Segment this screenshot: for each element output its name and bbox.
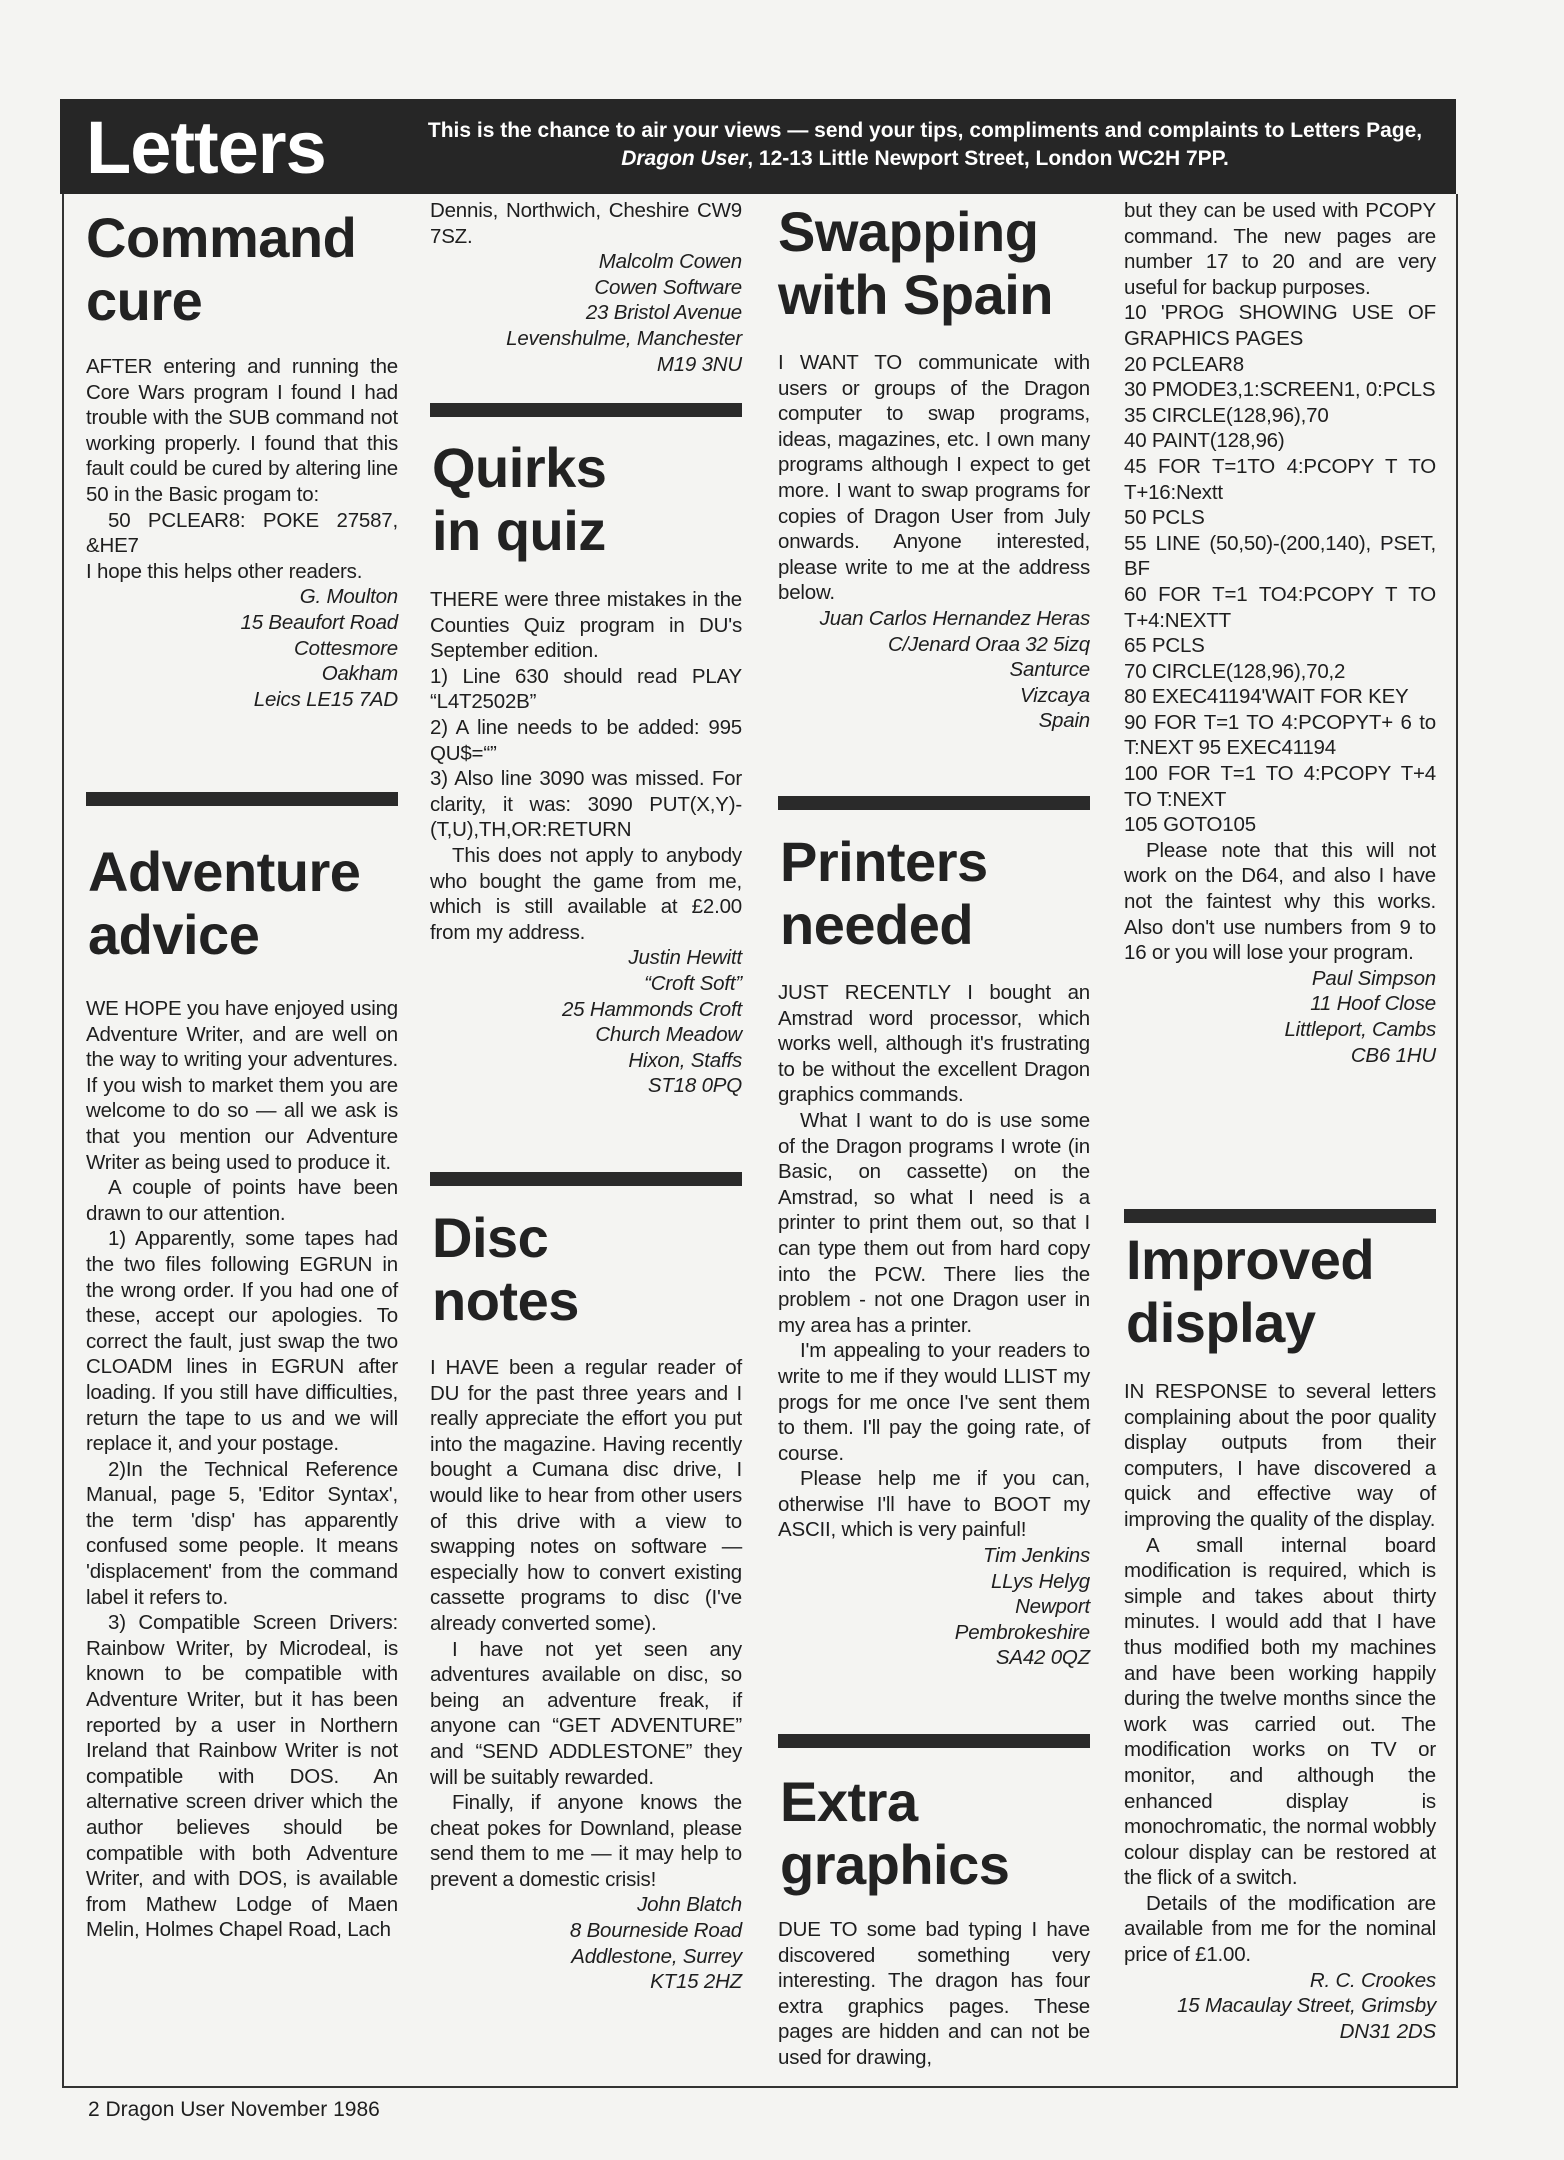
letter-body-printers-needed <box>778 980 1090 1671</box>
headline-line: display <box>1126 1291 1316 1354</box>
header-intro <box>400 117 1450 173</box>
magazine-name: Dragon User <box>621 147 748 170</box>
signature-line: Paul Simpson <box>1311 966 1436 990</box>
signature-line: 11 Hoof Close <box>1310 992 1436 1016</box>
headline-line: graphics <box>780 1833 1010 1896</box>
paragraph: Please note that this will not work on the D64, and also I have not the faintest why this works. Also don't use numbers from 9 to 16 or you will lose your program. <box>1124 838 1436 965</box>
signature <box>86 584 398 712</box>
intro-text: This is the chance to air your views — send your tips, compliments and complaints to Letters Page, <box>427 119 1423 142</box>
signature-line: Newport <box>1015 1595 1090 1619</box>
headline-line: with Spain <box>778 263 1053 326</box>
paragraph: A couple of points have been drawn to our attention. <box>86 1176 398 1225</box>
paragraph: 3) Compatible Screen Drivers: Rainbow Writer, by Microdeal, is known to be compatible with Adventure Writer, but it has been reported by a user in Northern Ireland that Rainbow Writer is not compatible with DOS. An alternative screen driver which the author believes should be compatible with both Adventure Writer, and with DOS, is available from Mathew Lodge of Maen Melin, Holmes Chapel Road, Lach <box>86 1611 398 1942</box>
headline-line: Command <box>86 206 357 269</box>
paragraph: THERE were three mistakes in the Counties Quiz program in DU's September edition. <box>430 588 742 663</box>
signature-line: Littleport, Cambs <box>1284 1018 1436 1041</box>
signature-line: Pembrokeshire <box>954 1620 1090 1644</box>
paragraph: 50 PCLEAR8: POKE 27587, &HE7 <box>86 508 398 558</box>
paragraph: 35 CIRCLE(128,96),70 <box>1124 403 1329 427</box>
headline-improved-display <box>1126 1228 1438 1354</box>
signature-line: Justin Hewitt <box>628 946 742 970</box>
signature-line: 23 Bristol Avenue <box>585 301 742 325</box>
signature-line: Hixon, Staffs <box>628 1048 742 1072</box>
signature-line: ST18 0PQ <box>647 1074 742 1098</box>
paragraph: 80 EXEC41194'WAIT FOR KEY <box>1124 685 1409 709</box>
signature-line: R. C. Crookes <box>1309 1968 1436 1992</box>
headline-line: Swapping <box>778 200 1039 263</box>
headline-swapping-with-spain <box>778 200 1090 326</box>
paragraph: 20 PCLEAR8 <box>1124 352 1244 376</box>
signature-line: CB6 1HU <box>1350 1043 1436 1067</box>
signature-line: Santurce <box>1009 658 1090 682</box>
paragraph: I'm appealing to your readers to write to me if they would LLIST my progs for me once I've sent them to them. I'll pay the going rate, of course. <box>778 1339 1090 1465</box>
signature-line: LLys Helyg <box>990 1569 1090 1593</box>
signature-line: “Croft Soft” <box>644 971 742 995</box>
paragraph: Please help me if you can, otherwise I'll have to BOOT my ASCII, which is very painful! <box>778 1467 1090 1542</box>
paragraph: I hope this helps other readers. <box>86 559 363 583</box>
signature <box>1124 966 1436 1068</box>
headline-line: advice <box>88 903 260 966</box>
page-footer: 2 Dragon User November 1986 <box>88 2098 380 2121</box>
signature-line: Spain <box>1038 709 1090 733</box>
signature-line: 25 Hammonds Croft <box>561 997 742 1021</box>
headline-command-cure <box>86 206 398 332</box>
headline-adventure-advice <box>88 840 400 966</box>
headline-line: needed <box>780 893 974 956</box>
signature-line: 8 Bourneside Road <box>569 1919 742 1943</box>
signature <box>1124 1968 1436 2045</box>
letter-body-adventure-advice <box>86 996 398 1943</box>
letter-body-quirks-in-quiz <box>430 587 742 1099</box>
letter-body-command-cure <box>86 354 398 712</box>
paragraph: 50 PCLS <box>1124 506 1205 530</box>
headline-line: cure <box>86 269 203 332</box>
paragraph: 2) A line needs to be added: 995 QU$=“” <box>430 715 742 765</box>
section-divider <box>86 792 398 806</box>
signature-line: Vizcaya <box>1019 683 1090 707</box>
paragraph: I WANT TO communicate with users or groups of the Dragon computer to swap programs, ideas, magazines, etc. I own many programs although I expect to get more. I want to swap programs for copies of Dragon User from July onwards. Anyone interested, please write to me at the address below. <box>778 351 1090 605</box>
headline-line: Adventure <box>88 840 361 903</box>
signature-line: Church Meadow <box>595 1023 742 1047</box>
letter-body-adventure-advice-cont <box>430 198 742 377</box>
signature-line: 15 Beaufort Road <box>240 610 398 634</box>
paragraph: 1) Line 630 should read PLAY “L4T2502B” <box>430 664 742 714</box>
section-divider <box>778 1734 1090 1748</box>
signature <box>430 1892 742 1994</box>
section-divider <box>778 796 1090 810</box>
section-divider <box>430 1172 742 1186</box>
signature-line: M19 3NU <box>656 352 742 376</box>
paragraph: 55 LINE (50,50)-(200,140), PSET, BF <box>1124 531 1436 581</box>
letters-header <box>60 99 1456 194</box>
paragraph: 30 PMODE3,1:SCREEN1, 0:PCLS <box>1124 378 1436 402</box>
headline-line: Extra <box>780 1770 918 1833</box>
headline-line: Quirks <box>432 436 607 499</box>
paragraph: What I want to do is use some of the Dragon programs I wrote (in Basic, on cassette) on the Amstrad, so what I need is a printer to print them out, so that I can type them out from hard copy into the PCW. There lies the problem - not one Dragon user in my area has a printer. <box>778 1108 1090 1337</box>
paragraph: A small internal board modification is required, which is simple and takes about thirty minutes. I would add that I have thus modified both my machines and have been working happily during the twelve months since the work was carried out. The modification works on TV or monitor, and although the enhanced display is monochromatic, the normal wobbly colour display can be restored at the flick of a switch. <box>1124 1533 1436 1890</box>
headline-line: in quiz <box>432 499 606 562</box>
signature-line: John Blatch <box>637 1893 742 1917</box>
signature-line: SA42 0QZ <box>995 1646 1090 1670</box>
paragraph: JUST RECENTLY I bought an Amstrad word processor, which works well, although it's frustrating to be without the excellent Dragon graphics commands. <box>778 981 1090 1107</box>
paragraph: but they can be used with PCOPY command. The new pages are number 17 to 20 and are very useful for backup purposes. <box>1124 199 1436 299</box>
paragraph: 10 'PROG SHOWING USE OF GRAPHICS PAGES <box>1124 301 1436 350</box>
signature-line: Levenshulme, Manchester <box>506 326 742 350</box>
paragraph: I HAVE been a regular reader of DU for the past three years and I really appreciate the effort you put into the magazine. Having recently bought a Cumana disc drive, I would like to hear from other users of this drive with a view to swapping notes on software — especially how to convert existing cassette programs to disc (I've already converted some). <box>430 1356 742 1635</box>
signature-line: G. Moulton <box>299 585 398 609</box>
paragraph: IN RESPONSE to several letters complaining about the poor quality display outputs from their computers, I have discovered a quick and effective way of improving the quality of the display. <box>1124 1380 1436 1531</box>
signature-line: Cottesmore <box>294 636 398 660</box>
signature-line: Juan Carlos Hernandez Heras <box>819 606 1090 630</box>
paragraph: WE HOPE you have enjoyed using Adventure Writer, and are well on the way to writing your adventures. If you wish to market them you are welcome to do so — all we ask is that you mention our Adventure Writer as being used to produce it. <box>86 997 398 1174</box>
paragraph: 45 FOR T=1TO 4:PCOPY T TO T+16:Nextt <box>1124 454 1436 504</box>
headline-printers-needed <box>780 830 1092 956</box>
letter-body-improved-display <box>1124 1379 1436 2044</box>
paragraph: 3) Also line 3090 was missed. For clarity, it was: 3090 PUT(X,Y)-(T,U),TH,OR:RETURN <box>430 767 742 842</box>
headline-quirks-in-quiz <box>432 436 744 562</box>
signature-line: 15 Macaulay Street, Grimsby <box>1177 1994 1436 2018</box>
paragraph: Details of the modification are available from me for the nominal price of £1.00. <box>1124 1891 1436 1967</box>
signature-line: Addlestone, Surrey <box>571 1944 742 1968</box>
signature-line: C/Jenard Oraa 32 5izq <box>887 632 1090 656</box>
signature-line: DN31 2DS <box>1339 2019 1436 2043</box>
intro-address: , 12-13 Little Newport Street, London WC2H 7PP. <box>747 147 1229 170</box>
signature-line: Leics LE15 7AD <box>253 687 398 711</box>
letter-body-extra-graphics <box>778 1917 1090 2071</box>
signature-line: Oakham <box>321 662 398 686</box>
paragraph: This does not apply to anybody who bought the game from me, which is still available at £2.00 from my address. <box>430 843 742 944</box>
paragraph: 40 PAINT(128,96) <box>1124 429 1285 453</box>
signature-line: Cowen Software <box>594 275 742 299</box>
page-title: Letters <box>86 106 326 189</box>
paragraph: Finally, if anyone knows the cheat pokes for Downland, please send them to me — it may help to prevent a domestic crisis! <box>430 1791 742 1891</box>
signature-line: KT15 2HZ <box>650 1970 742 1994</box>
headline-line: notes <box>432 1269 579 1332</box>
headline-disc-notes <box>432 1206 744 1332</box>
signature <box>778 1543 1090 1671</box>
signature-line: Tim Jenkins <box>983 1544 1090 1568</box>
letter-body-swapping-with-spain <box>778 350 1090 734</box>
signature <box>778 606 1090 734</box>
paragraph: 90 FOR T=1 TO 4:PCOPYT+ 6 to T:NEXT 95 EXEC41194 <box>1124 710 1436 760</box>
paragraph: 65 PCLS <box>1124 634 1205 658</box>
paragraph: 100 FOR T=1 TO 4:PCOPY T+4 TO T:NEXT <box>1124 762 1436 811</box>
paragraph: I have not yet seen any adventures available on disc, so being an adventure freak, if anyone can “GET ADVENTURE” and “SEND ADDLESTONE” they will be suitably rewarded. <box>430 1637 742 1789</box>
paragraph: Dennis, Northwich, Cheshire CW9 7SZ. <box>430 199 742 248</box>
paragraph: AFTER entering and running the Core Wars program I found I had trouble with the SUB command not working properly. I found that this fault could be cured by altering line 50 in the Basic progam to: <box>86 355 398 506</box>
headline-line: Disc <box>432 1206 549 1269</box>
section-divider <box>430 403 742 417</box>
headline-extra-graphics <box>780 1770 1092 1896</box>
paragraph: DUE TO some bad typing I have discovered something very interesting. The dragon has four extra graphics pages. These pages are hidden and can not be used for drawing, <box>778 1918 1090 2069</box>
paragraph: 2)In the Technical Reference Manual, page 5, 'Editor Syntax', the term 'disp' has apparently confused some people. It means 'displacement' from the command label it refers to. <box>86 1457 398 1609</box>
signature <box>430 945 742 1099</box>
headline-line: Printers <box>780 830 988 893</box>
headline-line: Improved <box>1126 1228 1375 1291</box>
letter-body-extra-graphics-cont <box>1124 198 1436 1068</box>
paragraph: 105 GOTO105 <box>1124 813 1256 837</box>
section-divider <box>1124 1209 1436 1223</box>
letter-body-disc-notes <box>430 1355 742 1995</box>
paragraph: 1) Apparently, some tapes had the two files following EGRUN in the wrong order. If you had one of these, accept our apologies. To correct the fault, just swap the two CLOADM lines in EGRUN after loading. If you still have difficulties, return the tape to us and we will replace it, and your postage. <box>86 1227 398 1456</box>
signature-line: Malcolm Cowen <box>598 250 742 274</box>
signature <box>430 249 742 377</box>
paragraph: 60 FOR T=1 TO4:PCOPY T TO T+4:NEXTT <box>1124 582 1436 632</box>
paragraph: 70 CIRCLE(128,96),70,2 <box>1124 659 1346 683</box>
